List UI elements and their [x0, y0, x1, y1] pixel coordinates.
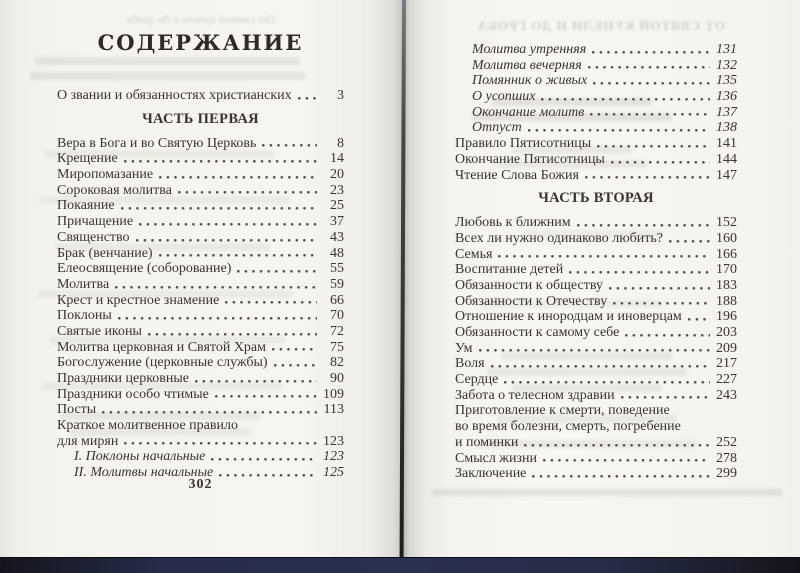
toc-entry-label: Смысл жизни	[455, 450, 537, 466]
dot-leader	[237, 261, 317, 277]
toc-entry	[455, 215, 737, 231]
toc-entry	[455, 42, 737, 58]
toc-entry-label: Молитва утренняя	[472, 42, 587, 57]
toc-entry-page: 48	[330, 245, 344, 261]
toc-entry-label: во время болезни, смерть, погребение	[455, 419, 681, 435]
toc-entry	[455, 372, 737, 388]
dot-leader	[613, 294, 710, 310]
dot-leader	[541, 89, 710, 105]
toc-entry	[57, 340, 344, 356]
toc-entry-label: и поминки	[455, 434, 519, 450]
bleedthrough-mark	[30, 72, 305, 80]
toc-entry-label: II. Молитвы начальные	[74, 465, 214, 481]
toc-entry	[57, 167, 344, 183]
toc-entry-page: 23	[330, 182, 344, 198]
toc-entry-page: 75	[330, 339, 344, 355]
toc-entry-page: 90	[330, 371, 344, 386]
toc-entry-label: Крещение	[57, 151, 118, 167]
toc-entry-page: 243	[716, 387, 737, 403]
dot-leader	[178, 183, 317, 199]
toc-entry-page: 138	[716, 120, 737, 136]
toc-entry-page: 160	[716, 230, 737, 246]
toc-entry-label: Окончание молитв	[472, 104, 585, 120]
bleedthrough-book-title: ОТ СВЯТОЙ КУПЕЛИ И ДО ГРОБА	[477, 18, 725, 33]
toc-entry	[57, 136, 344, 152]
toc-entry-page: 135	[716, 73, 737, 89]
toc-entry	[57, 183, 344, 199]
toc-entry-label: Помянник о живых	[472, 73, 588, 89]
dot-leader	[102, 402, 317, 418]
toc-entry-label: Отпуст	[472, 120, 522, 136]
toc-entry-page: 196	[716, 309, 737, 325]
toc-entry-label: Вера в Бога и во Святую Церковь	[57, 135, 257, 151]
dot-leader	[588, 58, 710, 74]
toc-entry-label: Воля	[455, 356, 485, 372]
toc-entry	[455, 73, 737, 89]
toc-entry-label: Святые иконы	[57, 323, 142, 339]
toc-entry	[57, 151, 344, 167]
dot-leader	[274, 355, 317, 371]
toc-entry-page: 59	[330, 276, 344, 292]
dot-leader	[543, 451, 710, 467]
toc-entry-label: Молитва	[57, 276, 110, 292]
toc-entry	[57, 308, 344, 324]
toc-entry	[455, 325, 737, 341]
toc-entry-page: 3	[337, 88, 344, 103]
toc-entry	[57, 214, 344, 230]
toc-entry-continuation	[57, 418, 344, 434]
toc-entry	[455, 451, 737, 467]
dot-leader	[590, 105, 710, 121]
toc-entry	[455, 309, 737, 325]
toc-entry-page: 125	[323, 465, 344, 481]
dot-leader	[262, 136, 317, 152]
dot-leader	[597, 136, 710, 152]
toc-entry-label: Всех ли нужно одинаково любить?	[455, 230, 664, 246]
toc-entry-label: Миропомазание	[57, 167, 154, 183]
toc-entry-label: Обязанности к самому себе	[455, 325, 620, 340]
left-page	[0, 0, 402, 558]
toc-entry-page: 188	[716, 293, 737, 309]
dot-leader	[298, 88, 317, 104]
toc-entry-label: Правило Пятисотницы	[455, 136, 592, 152]
dot-leader	[211, 449, 317, 465]
toc-entry-label: Крест и крестное знамение	[57, 292, 220, 308]
toc-entry-page: 183	[716, 277, 737, 293]
dot-leader	[272, 340, 317, 356]
book-cover-edge	[0, 557, 800, 573]
dot-leader	[159, 246, 317, 262]
toc-entry-page: 20	[330, 167, 344, 183]
toc-entry-label: Семья	[455, 246, 493, 262]
toc-entry-label: Сороковая молитва	[57, 182, 172, 198]
dot-leader	[625, 325, 710, 341]
dot-leader	[136, 230, 317, 246]
toc-entry-label: I. Поклоны начальные	[74, 449, 206, 465]
toc-entry-label: Праздники особо чтимые	[57, 386, 209, 402]
toc-entry-page: 66	[330, 292, 344, 308]
dot-leader	[669, 231, 710, 247]
toc-entry-label: Краткое молитвенное правило	[57, 418, 238, 434]
dot-leader	[491, 356, 710, 372]
bleedthrough-running-header: От святой купели и до гроба	[126, 12, 276, 26]
toc-entry-label: Любовь к ближним	[455, 215, 571, 231]
toc-entry	[57, 261, 344, 277]
toc-entry-continuation	[455, 403, 737, 419]
toc-entry-label: Обязанности к Отечеству	[455, 293, 608, 309]
toc-entry-label: Приготовление к смерти, поведение	[455, 403, 670, 419]
toc-entry-page: 25	[330, 198, 344, 214]
dot-leader	[195, 371, 317, 387]
toc-entry	[455, 58, 737, 74]
toc-entry-page: 209	[716, 340, 737, 356]
toc-entry	[57, 230, 344, 246]
dot-leader	[528, 120, 710, 136]
toc-entry-continuation	[455, 419, 737, 435]
dot-leader	[593, 73, 710, 89]
toc-entry	[455, 388, 737, 404]
toc-entry	[57, 434, 344, 450]
toc-entry-label: Богослужение (церковные службы)	[57, 355, 268, 371]
part-heading: ЧАСТЬ ВТОРАЯ	[538, 190, 654, 207]
dot-leader	[124, 434, 317, 450]
toc-entry-label: Брак (венчание)	[57, 245, 153, 261]
toc-entry	[57, 198, 344, 214]
toc-entry	[57, 449, 344, 465]
toc-entry-label: Молитва церковная и Святой Храм	[57, 339, 267, 355]
toc-entry-page: 55	[330, 261, 344, 277]
toc-entry-page: 123	[323, 433, 344, 449]
toc-entry-page: 72	[330, 323, 344, 339]
dot-leader	[585, 168, 710, 184]
toc-entry	[455, 278, 737, 294]
dot-leader	[215, 387, 317, 403]
toc-entry	[455, 341, 737, 357]
toc-entry-page: 8	[337, 135, 344, 151]
toc-entry-page: 14	[330, 151, 344, 167]
toc-entry-page: 70	[330, 308, 344, 324]
toc-entry	[57, 371, 344, 387]
dot-leader	[577, 215, 710, 231]
toc-entry	[455, 120, 737, 136]
toc-entry-label: Забота о телесном здравии	[455, 387, 615, 403]
toc-entry	[455, 435, 737, 451]
toc-entry-label: О звании и обязанностях христианских	[57, 88, 292, 103]
toc-entry	[455, 262, 737, 278]
right-toc	[455, 42, 737, 482]
toc-entry	[57, 88, 344, 104]
toc-entry	[455, 466, 737, 482]
toc-entry	[455, 89, 737, 105]
toc-entry-label: Покаяние	[57, 198, 115, 214]
toc-entry	[455, 247, 737, 263]
left-page-folio: 302	[188, 477, 213, 492]
toc-entry	[57, 293, 344, 309]
toc-entry-page: 166	[716, 246, 737, 262]
toc-entry-page: 37	[330, 214, 344, 230]
toc-entry	[455, 105, 737, 121]
dot-leader	[225, 293, 317, 309]
dot-leader	[611, 152, 710, 168]
toc-entry	[455, 136, 737, 152]
dot-leader	[688, 309, 710, 325]
toc-entry-label: Посты	[57, 402, 97, 418]
dot-leader	[121, 198, 317, 214]
toc-entry-page: 203	[716, 325, 737, 340]
dot-leader	[118, 308, 317, 324]
toc-entry-label: для мирян	[57, 433, 119, 449]
toc-entry-page: 123	[323, 449, 344, 465]
left-toc	[57, 88, 344, 481]
toc-entry	[57, 246, 344, 262]
toc-entry-page: 170	[716, 262, 737, 278]
toc-entry-label: Окончание Пятисотницы	[455, 151, 605, 167]
toc-entry-page: 141	[716, 136, 737, 152]
toc-entry-label: Поклоны	[57, 308, 112, 324]
toc-entry-label: Отношение к инородцам и иноверцам	[455, 309, 682, 325]
toc-entry	[455, 356, 737, 372]
dot-leader	[532, 466, 710, 482]
dot-leader	[621, 388, 710, 404]
toc-entry-label: Ум	[455, 340, 473, 356]
toc-entry-label: Заключение	[455, 466, 527, 482]
toc-entry-label: Праздники церковные	[57, 371, 190, 386]
toc-entry-label: О усопших	[472, 89, 536, 105]
dot-leader	[504, 372, 710, 388]
dot-leader	[592, 42, 710, 58]
part-heading: ЧАСТЬ ПЕРВАЯ	[142, 110, 259, 127]
toc-entry-label: Молитва вечерняя	[472, 57, 582, 73]
toc-entry-page: 132	[716, 57, 737, 73]
dot-leader	[159, 167, 317, 183]
toc-entry	[455, 231, 737, 247]
toc-entry	[57, 402, 344, 418]
toc-entry	[455, 152, 737, 168]
toc-entry-label: Причащение	[57, 214, 134, 230]
right-page	[402, 0, 800, 558]
dot-leader	[115, 277, 317, 293]
toc-entry-page: 147	[716, 167, 737, 183]
toc-entry	[57, 355, 344, 371]
toc-entry	[57, 387, 344, 403]
dot-leader	[139, 214, 317, 230]
bleedthrough-mark	[432, 489, 782, 496]
toc-entry-page: 136	[716, 89, 737, 105]
toc-entry-page: 113	[323, 402, 344, 418]
toc-entry-page: 131	[716, 42, 737, 57]
toc-entry-page: 227	[716, 372, 737, 388]
toc-entry	[455, 294, 737, 310]
dot-leader	[524, 435, 710, 451]
toc-entry-page: 137	[716, 104, 737, 120]
toc-entry-label: Обязанности к обществу	[455, 277, 603, 293]
toc-entry	[455, 168, 737, 184]
toc-entry-page: 109	[323, 386, 344, 402]
toc-entry	[57, 277, 344, 293]
toc-entry	[57, 324, 344, 340]
toc-entry-page: 299	[716, 466, 737, 482]
toc-entry-label: Священство	[57, 229, 130, 245]
toc-entry-label: Сердце	[455, 372, 499, 388]
toc-entry-page: 252	[716, 434, 737, 450]
toc-entry-page: 278	[716, 450, 737, 466]
dot-leader	[569, 262, 710, 278]
toc-entry-page: 43	[330, 229, 344, 245]
bleedthrough-mark	[35, 57, 300, 65]
toc-entry-page: 152	[716, 215, 737, 231]
toc-entry-page: 82	[330, 355, 344, 371]
toc-entry-page: 144	[716, 151, 737, 167]
dot-leader	[148, 324, 317, 340]
toc-entry-label: Чтение Слова Божия	[455, 167, 579, 183]
contents-title: СОДЕРЖАНИЕ	[97, 30, 304, 55]
toc-entry-label: Воспитание детей	[455, 262, 564, 278]
dot-leader	[498, 247, 710, 263]
dot-leader	[479, 341, 710, 357]
dot-leader	[124, 151, 317, 167]
toc-entry-label: Елеосвящение (соборование)	[57, 261, 232, 277]
toc-entry-page: 217	[716, 356, 737, 372]
dot-leader	[609, 278, 710, 294]
